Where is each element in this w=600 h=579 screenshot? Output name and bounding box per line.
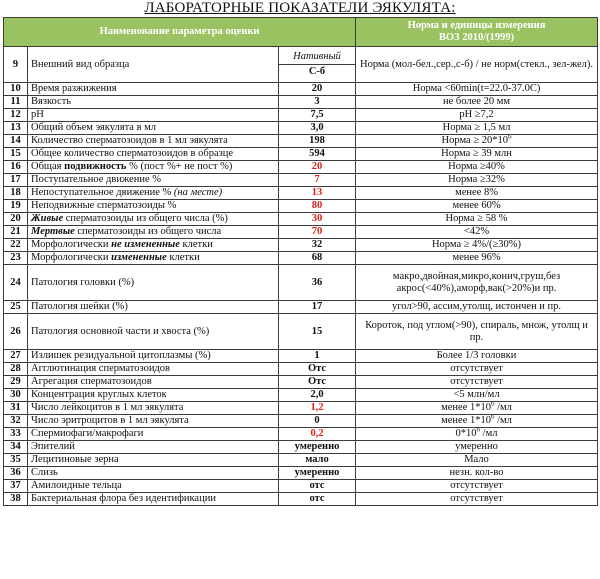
parameter-name: Эпителий: [28, 441, 279, 454]
parameter-name: [28, 213, 279, 226]
row-number: 35: [4, 454, 28, 467]
row-number: 26: [4, 314, 28, 350]
result-value: 70: [279, 226, 356, 239]
parameter-name: Излишек резидуальной цитоплазмы (%): [28, 350, 279, 363]
norm-value: Норма ≥40%: [356, 161, 598, 174]
parameter-name-part: % (пост %+ не пост %): [126, 161, 233, 172]
parameter-name-part: Общая: [31, 161, 65, 172]
norm-value: [356, 415, 598, 428]
table-row: [4, 363, 598, 376]
parameter-name-part: не измененные: [111, 239, 180, 250]
table-row: [4, 441, 598, 454]
norm-value: отсутствует: [356, 480, 598, 493]
norm-value: Норма ≥ 4%/(≥30%): [356, 239, 598, 252]
result-value: 13: [279, 187, 356, 200]
result-value: отс: [279, 480, 356, 493]
norm-value: не более 20 мм: [356, 96, 598, 109]
parameter-name: Неподвижные сперматозоиды %: [28, 200, 279, 213]
table-row: [4, 252, 598, 265]
result-value: мало: [279, 454, 356, 467]
parameter-name: Слизь: [28, 467, 279, 480]
parameter-name: [28, 161, 279, 174]
table-row: [4, 174, 598, 187]
row-number: 31: [4, 402, 28, 415]
table-row: [4, 428, 598, 441]
norm-value: Норма ≥32%: [356, 174, 598, 187]
norm-value: Мало: [356, 454, 598, 467]
sample-type-label: Нативный: [279, 50, 356, 65]
norm-text: менее 1*10: [441, 402, 491, 413]
parameter-name: Патология шейки (%): [28, 301, 279, 314]
parameter-name-part: Морфологически: [31, 252, 112, 263]
table-row: [4, 480, 598, 493]
table-row: [4, 239, 598, 252]
norm-value: Норма <60min(t=22.0-37.0C): [356, 83, 598, 96]
norm-value: Короток, под углом(>90), спираль, множ, утолщ и пр.: [356, 314, 598, 350]
row-number: 11: [4, 96, 28, 109]
result-value: 17: [279, 301, 356, 314]
parameter-name-part: (на месте): [173, 187, 223, 198]
parameter-name-part: клетки: [179, 239, 213, 250]
table-row: [4, 493, 598, 506]
row-number: 27: [4, 350, 28, 363]
parameter-name: [28, 239, 279, 252]
result-value: 80: [279, 200, 356, 213]
row-number: 38: [4, 493, 28, 506]
parameter-name: Агглютинация сперматозоидов: [28, 363, 279, 376]
norm-exponent: 6: [507, 134, 512, 141]
parameter-name: Время разжижения: [28, 83, 279, 96]
table-row: [4, 161, 598, 174]
table-header-row: [4, 18, 598, 47]
table-row: [4, 122, 598, 135]
norm-text: 0*10: [455, 428, 477, 439]
parameter-name: Патология основной части и хвоста (%): [28, 314, 279, 350]
norm-value: [356, 402, 598, 415]
parameter-name-part: измененные: [111, 252, 167, 263]
header-norm-line1: Норма и единицы измерения: [407, 20, 546, 31]
parameter-name: pH: [28, 109, 279, 122]
result-value: 3: [279, 96, 356, 109]
row-number: 34: [4, 441, 28, 454]
table-row: [4, 213, 598, 226]
norm-value: угол>90, ассим,утолщ, истончен и пр.: [356, 301, 598, 314]
result-value: 32: [279, 239, 356, 252]
table-row: [4, 454, 598, 467]
result-value: Отс: [279, 363, 356, 376]
parameter-name: Спермиофаги/макрофаги: [28, 428, 279, 441]
row-number: 30: [4, 389, 28, 402]
result-value: 15: [279, 314, 356, 350]
table-row: [4, 135, 598, 148]
row-number: 21: [4, 226, 28, 239]
norm-value: <5 млн/мл: [356, 389, 598, 402]
result-value: 20: [279, 161, 356, 174]
parameter-name: Лецитиновые зерна: [28, 454, 279, 467]
header-norm: [356, 18, 598, 47]
result-value: умеренно: [279, 441, 356, 454]
table-row: [4, 96, 598, 109]
result-value: Отс: [279, 376, 356, 389]
header-norm-line2: ВОЗ 2010/(1999): [438, 32, 515, 43]
result-value: 7,5: [279, 109, 356, 122]
result-value: 68: [279, 252, 356, 265]
result-value: 30: [279, 213, 356, 226]
norm-value: умеренно: [356, 441, 598, 454]
row-number: 12: [4, 109, 28, 122]
row-number: 15: [4, 148, 28, 161]
row-number: 24: [4, 265, 28, 301]
norm-value: менее 60%: [356, 200, 598, 213]
row-number: 16: [4, 161, 28, 174]
norm-value: Норма ≥ 1,5 мл: [356, 122, 598, 135]
table-row: [4, 109, 598, 122]
parameter-name: Внешний вид образца: [28, 47, 279, 83]
table-row: [4, 301, 598, 314]
table-row: [4, 47, 598, 83]
norm-text: менее 1*10: [441, 415, 491, 426]
parameter-name: Агрегация сперматозоидов: [28, 376, 279, 389]
table-row: [4, 200, 598, 213]
row-number: 22: [4, 239, 28, 252]
norm-value: pH ≥7,2: [356, 109, 598, 122]
parameter-name-part: Живые: [31, 213, 64, 224]
norm-value: [356, 428, 598, 441]
norm-value: макро,двойная,микро,конич,груш,без акрос(<40%),аморф,вак(>20%)и пр.: [356, 265, 598, 301]
row-number: 18: [4, 187, 28, 200]
row-number: 29: [4, 376, 28, 389]
result-value: 2,0: [279, 389, 356, 402]
norm-value: Норма (мол-бел.,сер.,с-б) / не норм(стекл., зел-жел).: [356, 47, 598, 83]
table-row: [4, 350, 598, 363]
table-row: [4, 265, 598, 301]
row-number: 9: [4, 47, 28, 83]
table-body: [4, 47, 598, 506]
row-number: 36: [4, 467, 28, 480]
row-number: 28: [4, 363, 28, 376]
norm-value: Норма ≥ 58 %: [356, 213, 598, 226]
norm-unit: /мл: [494, 402, 512, 413]
parameter-name-part: Непоступательное движение %: [31, 187, 174, 198]
row-number: 14: [4, 135, 28, 148]
parameter-name-part: Морфологически: [31, 239, 112, 250]
table-row: [4, 415, 598, 428]
norm-value: менее 8%: [356, 187, 598, 200]
table-row: [4, 83, 598, 96]
table-row: [4, 402, 598, 415]
parameter-name: Количество сперматозоидов в 1 мл эякулята: [28, 135, 279, 148]
row-number: 32: [4, 415, 28, 428]
result-value: 3,0: [279, 122, 356, 135]
result-value: 36: [279, 265, 356, 301]
norm-exponent: 6: [490, 401, 495, 408]
row-number: 19: [4, 200, 28, 213]
result-value: 1,2: [279, 402, 356, 415]
row-number: 13: [4, 122, 28, 135]
parameter-name: Число эритроцитов в 1 мл эякулята: [28, 415, 279, 428]
table-row: [4, 187, 598, 200]
norm-exponent: 6: [490, 414, 495, 421]
parameter-name: Поступательное движение %: [28, 174, 279, 187]
row-number: 23: [4, 252, 28, 265]
table-row: [4, 148, 598, 161]
parameter-name-part: подвижность: [64, 161, 127, 172]
result-value: 198: [279, 135, 356, 148]
parameter-name: Амилоидные тельца: [28, 480, 279, 493]
table-row: [4, 467, 598, 480]
result-value: 1: [279, 350, 356, 363]
result-value: [279, 47, 356, 83]
page-title: ЛАБОРАТОРНЫЕ ПОКАЗАТЕЛИ ЭЯКУЛЯТА:: [144, 0, 456, 16]
parameter-name: Патология головки (%): [28, 265, 279, 301]
norm-exponent: 6: [476, 427, 481, 434]
table-row: [4, 226, 598, 239]
row-number: 10: [4, 83, 28, 96]
parameter-name-part: клетки: [166, 252, 200, 263]
parameter-name-part: Мертвые: [31, 226, 75, 237]
parameter-name: Бактериальная флора без идентификации: [28, 493, 279, 506]
norm-value: Более 1/3 головки: [356, 350, 598, 363]
parameter-name: [28, 187, 279, 200]
row-number: 37: [4, 480, 28, 493]
result-value: 0,2: [279, 428, 356, 441]
norm-value: <42%: [356, 226, 598, 239]
parameter-name: [28, 226, 279, 239]
table-row: [4, 314, 598, 350]
result-value: 7: [279, 174, 356, 187]
result-value-text: С-б: [308, 66, 326, 77]
norm-value: Норма ≥ 39 млн: [356, 148, 598, 161]
parameter-name: Общий объем эякулята в мл: [28, 122, 279, 135]
table-row: [4, 376, 598, 389]
result-value: 20: [279, 83, 356, 96]
result-value: отс: [279, 493, 356, 506]
norm-text: Норма ≥ 20*10: [441, 135, 508, 146]
norm-unit: /мл: [494, 415, 512, 426]
result-value: умеренно: [279, 467, 356, 480]
norm-value: менее 96%: [356, 252, 598, 265]
row-number: 20: [4, 213, 28, 226]
parameter-name: Общее количество сперматозоидов в образце: [28, 148, 279, 161]
parameter-name: [28, 252, 279, 265]
lab-results-table: [3, 17, 598, 506]
parameter-name-part: сперматозоиды из общего числа: [74, 226, 222, 237]
parameter-name: Число лейкоцитов в 1 мл эякулята: [28, 402, 279, 415]
norm-value: незн. кол-во: [356, 467, 598, 480]
parameter-name: Вязкость: [28, 96, 279, 109]
parameter-name: Концентрация круглых клеток: [28, 389, 279, 402]
header-param: Наименование параметра оценки: [4, 18, 356, 47]
row-number: 25: [4, 301, 28, 314]
table-row: [4, 389, 598, 402]
norm-value: отсутствует: [356, 363, 598, 376]
result-value: 0: [279, 415, 356, 428]
norm-unit: /мл: [480, 428, 498, 439]
norm-value: отсутствует: [356, 376, 598, 389]
result-value: 594: [279, 148, 356, 161]
norm-value: [356, 135, 598, 148]
row-number: 33: [4, 428, 28, 441]
parameter-name-part: сперматозоиды из общего числа (%): [63, 213, 228, 224]
norm-value: отсутствует: [356, 493, 598, 506]
row-number: 17: [4, 174, 28, 187]
